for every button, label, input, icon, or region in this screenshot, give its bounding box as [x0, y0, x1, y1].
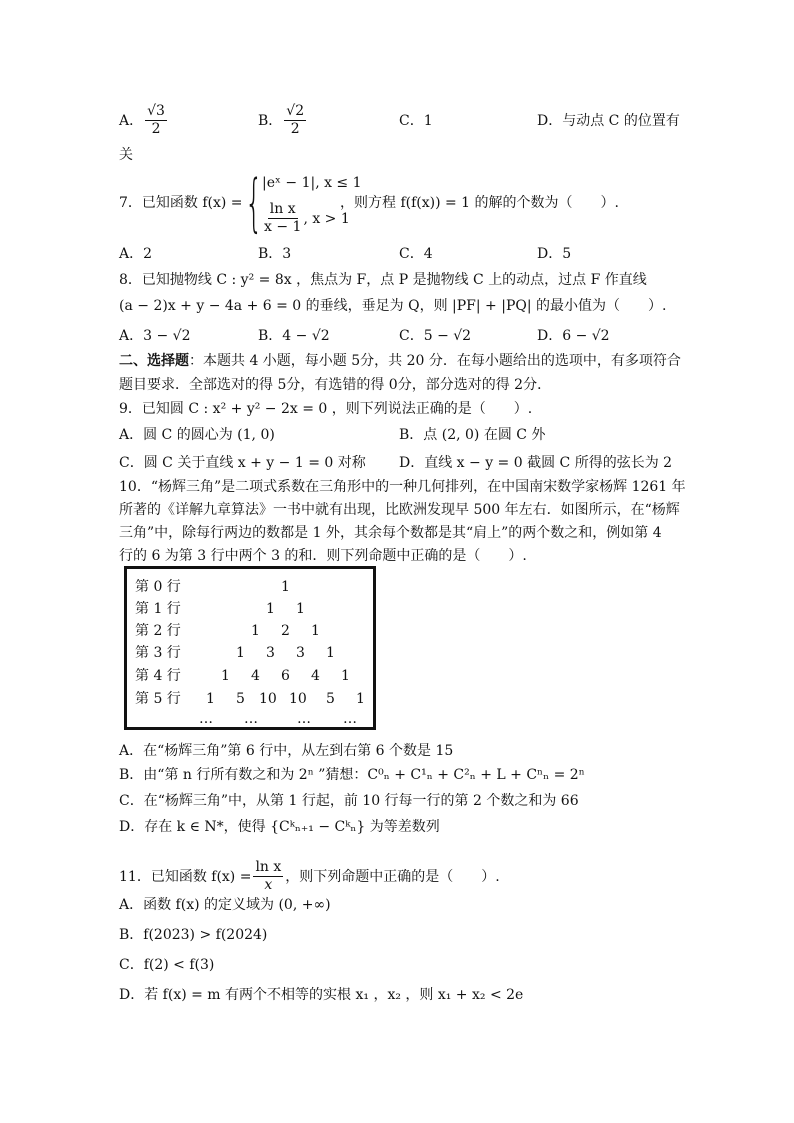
- triangle-row-label-2: 第 2 行: [135, 623, 181, 639]
- q10-stem-line-3: 三角”中，除每行两边的数都是 1 外，其余每个数都是其“肩上”的两个数之和，例如第 4: [119, 525, 662, 541]
- q10-option-a: A．在“杨辉三角”第 6 行中，从左到右第 6 个数是 15: [119, 743, 454, 759]
- q7-option-c: C．4: [399, 246, 433, 262]
- triangle-ellipsis: …: [343, 711, 357, 727]
- q8-stem-line-1: 8．已知抛物线 C : y² = 8x ，焦点为 F，点 P 是抛物线 C 上的动点，过点 F 作直线: [119, 272, 647, 288]
- q7-case-2: [262, 202, 350, 236]
- q6-option-b-fraction: [284, 104, 306, 138]
- triangle-cell: 2: [281, 623, 290, 639]
- q8-option-b: B．4 − √2: [258, 328, 330, 344]
- triangle-cell: 10: [259, 691, 277, 707]
- q6-b-num: √2: [284, 104, 306, 121]
- q11-fraction: [253, 860, 283, 894]
- triangle-cell: 1: [206, 691, 215, 707]
- q8-option-c: C．5 − √2: [399, 328, 472, 344]
- q10-stem-line-4: 行的 6 为第 3 行中两个 3 的和．则下列命题中正确的是（ ）.: [119, 548, 527, 564]
- triangle-row-label-5: 第 5 行: [135, 691, 181, 707]
- triangle-row-label-1: 第 1 行: [135, 601, 181, 617]
- section-2-text-1: ：本题共 4 小题，每小题 5分，共 20 分．在每小题给出的选项中，有多项符合: [189, 353, 681, 369]
- q9-option-a: A．圆 C 的圆心为 (1, 0): [119, 427, 275, 443]
- q11-option-a: A．函数 f(x) 的定义域为 (0, +∞): [119, 897, 331, 913]
- section-2-line-1: [119, 354, 681, 368]
- q7-case-2-fraction: [264, 202, 301, 236]
- q6-a-num: √3: [145, 104, 167, 121]
- q8-stem-line-2: (a − 2)x + y − 4a + 6 = 0 的垂线，垂足为 Q，则 |PF| + |PQ| 的最小值为（ ）.: [119, 298, 667, 314]
- triangle-cell: 3: [266, 645, 275, 661]
- q11-prefix: 11．已知函数 f(x) =: [119, 868, 252, 885]
- q7-option-d: D．5: [537, 246, 572, 262]
- q11-den: x: [264, 877, 273, 894]
- q6-b-den: 2: [290, 121, 300, 138]
- q11-option-c: C．f(2) < f(3): [119, 957, 215, 973]
- triangle-cell: 1: [236, 645, 245, 661]
- triangle-cell: 1: [341, 668, 350, 684]
- q11-suffix: ，则下列命题中正确的是（ ）.: [285, 868, 500, 885]
- q11-option-b: B．f(2023) > f(2024): [119, 927, 268, 943]
- triangle-cell: 1: [296, 601, 305, 617]
- q6-option-a-label: A．: [119, 112, 144, 129]
- q10-stem-line-1: 10．“杨辉三角”是二项式系数在三角形中的一种几何排列，在中国南宋数学家杨辉 1261 年: [119, 479, 686, 495]
- q7-option-b: B．3: [258, 246, 292, 262]
- q8-option-a: A．3 − √2: [119, 328, 191, 344]
- q9-option-c: C．圆 C 关于直线 x + y − 1 = 0 对称: [119, 455, 366, 471]
- q10-option-c: C．在“杨辉三角”中，从第 1 行起，前 10 行每一行的第 2 个数之和为 66: [119, 793, 579, 809]
- triangle-row-label-4: 第 4 行: [135, 668, 181, 684]
- triangle-ellipsis: …: [297, 711, 311, 727]
- triangle-cell: 5: [326, 691, 335, 707]
- q7-option-a: A．2: [119, 246, 153, 262]
- triangle-row-label-0: 第 0 行: [135, 579, 181, 595]
- q10-option-b: B．由“第 n 行所有数之和为 2ⁿ ”猜想：C⁰ₙ + C¹ₙ + C²ₙ + L + Cⁿₙ = 2ⁿ: [119, 767, 585, 783]
- q6-option-b: [258, 104, 308, 138]
- triangle-cell: 1: [266, 601, 275, 617]
- triangle-cell: 6: [281, 668, 290, 684]
- q7-case-2-num: ln x: [268, 202, 298, 219]
- q6-option-a: [119, 104, 169, 138]
- triangle-cell: 4: [311, 668, 320, 684]
- q9-option-d: D．直线 x − y = 0 截圆 C 所得的弦长为 2: [399, 455, 673, 471]
- q9-stem: 9．已知圆 C : x² + y² − 2x = 0 ，则下列说法正确的是（ ）.: [119, 401, 533, 417]
- q9-option-b: B．点 (2, 0) 在圆 C 外: [399, 427, 546, 443]
- q6-option-a-fraction: [145, 104, 167, 138]
- section-2-line-2: 题目要求．全部选对的得 5分，有选错的得 0分，部分选对的得 2分．: [119, 377, 552, 393]
- q6-option-d: D．与动点 C 的位置有: [537, 113, 680, 129]
- q7-suffix: ，则方程 f(f(x)) = 1 的解的个数为（ ）.: [340, 195, 619, 211]
- q8-option-d: D．6 − √2: [537, 328, 610, 344]
- triangle-cell: 1: [221, 668, 230, 684]
- q10-option-d: D．存在 k ∈ N*，使得 {Cᵏₙ₊₁ − Cᵏₙ} 为等差数列: [119, 819, 440, 835]
- q7-brace-icon: {: [245, 166, 263, 239]
- q7-case-2-cond: , x > 1: [303, 210, 350, 227]
- triangle-cell: 1: [356, 691, 365, 707]
- triangle-ellipsis: …: [244, 711, 258, 727]
- q11-option-d: D．若 f(x) = m 有两个不相等的实根 x₁ ，x₂ ，则 x₁ + x₂ < 2e: [119, 987, 524, 1003]
- triangle-cell: 1: [311, 623, 320, 639]
- triangle-cell: 4: [251, 668, 260, 684]
- triangle-cell: 1: [251, 623, 260, 639]
- triangle-cell: 3: [296, 645, 305, 661]
- q6-a-den: 2: [151, 121, 161, 138]
- triangle-cell: 5: [236, 691, 245, 707]
- triangle-cell: 1: [281, 579, 290, 595]
- q6-option-c: C．1: [399, 113, 433, 129]
- section-2-title: 二、选择题: [119, 353, 189, 369]
- triangle-cell: 1: [326, 645, 335, 661]
- q11-num: ln x: [253, 860, 283, 877]
- q6-option-b-label: B．: [258, 112, 283, 129]
- triangle-row-label-3: 第 3 行: [135, 645, 181, 661]
- q6-option-d-cont: 关: [119, 147, 133, 163]
- q7-case-2-den: x − 1: [264, 219, 302, 236]
- triangle-cell: 10: [289, 691, 307, 707]
- q7-prefix: 7．已知函数 f(x) =: [119, 195, 243, 211]
- q7-case-1: |eˣ − 1|, x ≤ 1: [262, 175, 362, 191]
- q10-stem-line-2: 所著的《详解九章算法》一书中就有出现，比欧洲发现早 500 年左右．如图所示，在“杨辉: [119, 502, 680, 518]
- q11-stem: [119, 860, 500, 894]
- triangle-ellipsis: …: [199, 711, 213, 727]
